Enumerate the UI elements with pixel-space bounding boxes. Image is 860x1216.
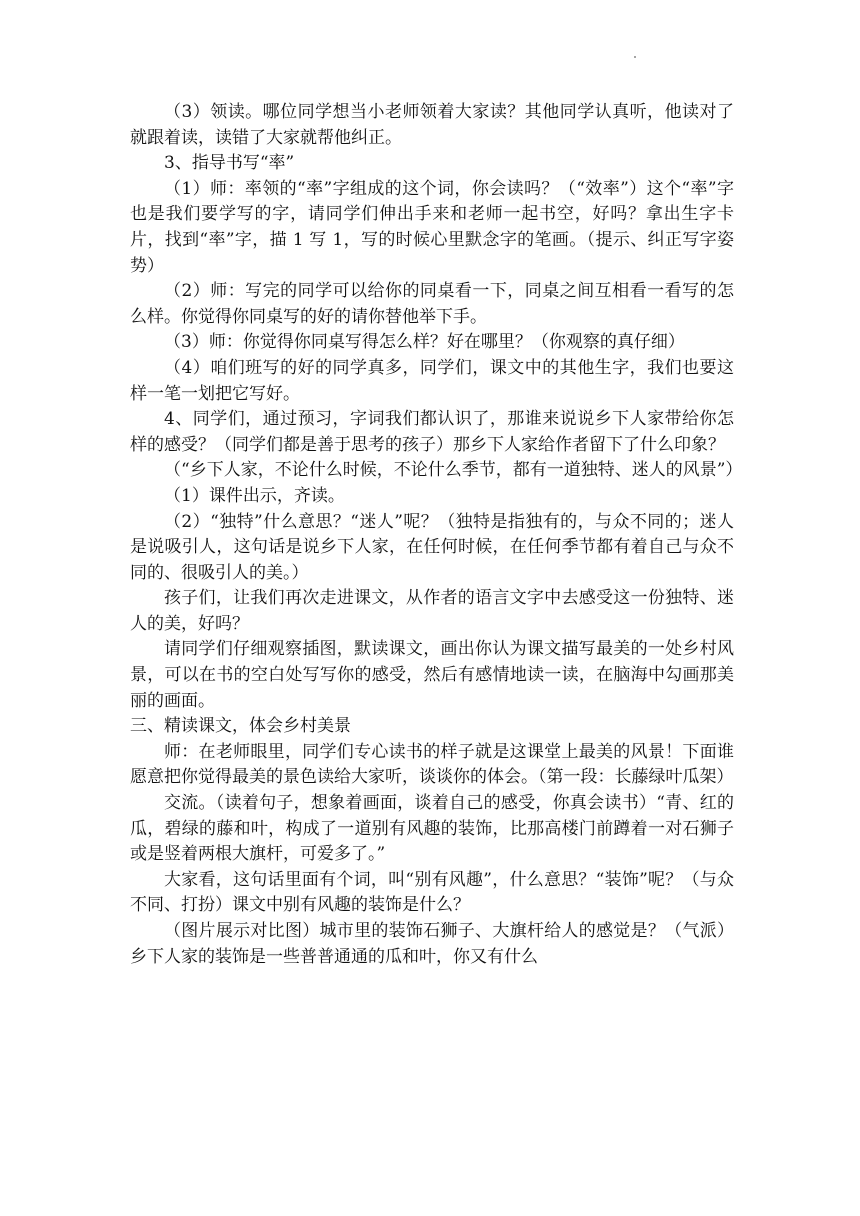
paragraph: （1）师：率领的“率”字组成的这个词，你会读吗？（“效率”）这个“率”字也是我们要学写的字，请同学们伸出手来和老师一起书空，好吗？拿出生字卡片，找到“率”字，描 1 写 1，写的时候心里默念字的笔画。（提示、纠正写字姿势）: [130, 178, 734, 276]
section-heading: 3、指导书写“率”: [164, 153, 295, 174]
paragraph: （2）师：写完的同学可以给你的同桌看一下，同桌之间互相看一看写的怎么样。你觉得你同桌写的好的请你替他举下手。: [130, 281, 734, 327]
paragraph: 交流。（读着句子，想象着画面，谈着自己的感受，你真会读书）“青、红的瓜，碧绿的藤和叶，构成了一道别有风趣的装饰，比那高楼门前蹲着一对石狮子或是竖着两根大旗杆，可爱多了。”: [130, 793, 734, 865]
paragraph: （1）课件出示，齐读。: [164, 485, 345, 506]
paragraph: 4、同学们，通过预习，字词我们都认识了，那谁来说说乡下人家带给你怎样的感受？（同学们都是善于思考的孩子）那乡下人家给作者留下了什么印象？: [130, 409, 734, 455]
paragraph: 大家看，这句话里面有个词，叫“别有风趣”，什么意思？“装饰”呢？（与众不同、打扮）课文中别有风趣的装饰是什么？: [130, 869, 734, 916]
paragraph: 师：在老师眼里，同学们专心读书的样子就是这课堂上最美的风景！下面谁愿意把你觉得最美的景色读给大家听，谈谈你的体会。（第一段：长藤绿叶瓜架）: [130, 741, 734, 788]
paragraph: 孩子们，让我们再次走进课文，从作者的语言文字中去感受这一份独特、迷人的美，好吗？: [130, 588, 734, 634]
paragraph: （4）咱们班写的好的同学真多，同学们，课文中的其他生字，我们也要这样一笔一划把它写好。: [130, 357, 734, 404]
paragraph: 请同学们仔细观察插图，默读课文，画出你认为课文描写最美的一处乡村风景，可以在书的空白处写写你的感受，然后有感情地读一读，在脑海中勾画那美丽的画面。: [130, 639, 734, 711]
paragraph: （3）领读。哪位同学想当小老师领着大家读？其他同学认真听，他读对了就跟着读，读错了大家就帮他纠正。: [130, 102, 734, 148]
paragraph: （3）师：你觉得你同桌写得怎么样？好在哪里？（你观察的真仔细）: [164, 332, 685, 353]
paragraph: （2）“独特”什么意思？“迷人”呢？（独特是指独有的，与众不同的；迷人是说吸引人，这句话是说乡下人家，在任何时候，在任何季节都有着自己与众不同的、很吸引人的美。）: [130, 511, 734, 583]
section-heading: 三、精读课文，体会乡村美景: [130, 716, 351, 737]
paragraph: （图片展示对比图）城市里的装饰石狮子、大旗杆给人的感觉是？（气派）乡下人家的装饰是一些普普通通的瓜和叶，你又有什么: [130, 921, 734, 967]
page-mark: [634, 56, 636, 58]
quote-paragraph: （“乡下人家，不论什么时候，不论什么季节，都有一道独特、迷人的风景”）: [164, 460, 743, 481]
document-body: [130, 100, 743, 970]
